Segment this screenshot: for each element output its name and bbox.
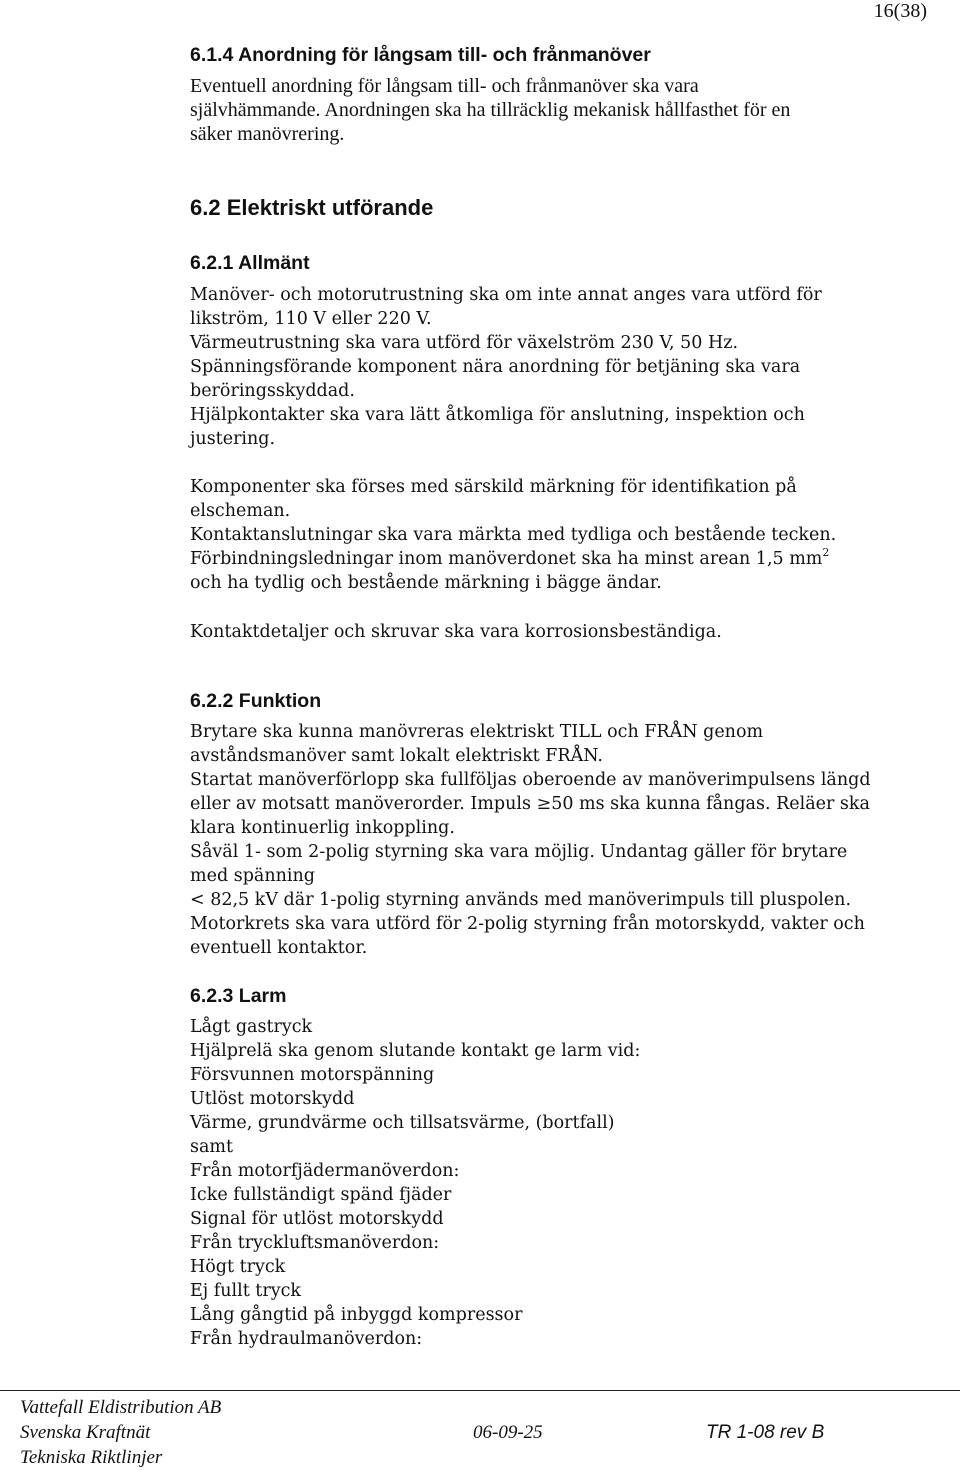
impulse-text-pre: eller av motsatt manöverorder. Impuls	[190, 794, 537, 814]
list-item: Värme, grundvärme och tillsatsvärme, (bortfall)	[190, 1113, 615, 1133]
list-item: Från motorfjädermanöverdon:	[190, 1161, 460, 1181]
text-line: och ha tydlig och bestående märkning i bägge ändar.	[190, 573, 662, 593]
text-line: beröringsskyddad.	[190, 381, 355, 401]
text-line: < 82,5 kV där 1-polig styrning används med manöverimpuls till pluspolen.	[190, 890, 852, 910]
list-item: Hjälprelä ska genom slutande kontakt ge larm vid:	[190, 1041, 641, 1061]
paragraph-6-2-1-b	[190, 475, 836, 595]
text-line: Spänningsförande komponent nära anordning för betjäning ska vara	[190, 357, 801, 377]
text-line: avståndsmanöver samt lokalt elektriskt FRÅN.	[190, 746, 603, 766]
list-item: Signal för utlöst motorskydd	[190, 1209, 444, 1229]
section-heading-6-2-1: 6.2.1 Allmänt	[190, 252, 310, 274]
list-item: Från tryckluftsmanöverdon:	[190, 1233, 440, 1253]
text-line: Hjälpkontakter ska vara lätt åtkomliga för anslutning, inspektion och	[190, 405, 805, 425]
text-line: Startat manöverförlopp ska fullföljas oberoende av manöverimpulsens längd	[190, 770, 871, 790]
text-line: Komponenter ska förses med särskild märkning för identifikation på	[190, 477, 797, 497]
impulse-text-post: 50 ms ska kunna fångas. Reläer ska	[551, 794, 870, 814]
greater-equal-symbol: ≥	[536, 794, 552, 814]
text-line: Värmeutrustning ska vara utförd för växelström 230 V, 50 Hz.	[190, 333, 739, 353]
list-item: samt	[190, 1137, 234, 1157]
list-item: Från hydraulmanöverdon:	[190, 1329, 423, 1349]
paragraph-6-2-1-c: Kontaktdetaljer och skruvar ska vara korrosionsbeständiga.	[190, 622, 722, 642]
paragraph-6-2-2	[190, 720, 871, 960]
text-line: med spänning	[190, 866, 315, 886]
list-item: Högt tryck	[190, 1257, 286, 1277]
text-line: klara kontinuerlig inkoppling.	[190, 818, 455, 838]
text-line: Såväl 1- som 2-polig styrning ska vara möjlig. Undantag gäller för brytare	[190, 842, 848, 862]
text-line: Motorkrets ska vara utförd för 2-polig styrning från motorskydd, vakter och	[190, 914, 865, 934]
list-item: Försvunnen motorspänning	[190, 1065, 435, 1085]
paragraph-6-2-1-a	[190, 283, 822, 451]
footer-divider	[0, 1390, 960, 1391]
paragraph-6-2-3	[190, 1015, 640, 1351]
footer-date: 06-09-25	[473, 1422, 543, 1443]
section-heading-6-2: 6.2 Elektriskt utförande	[190, 195, 434, 220]
section-heading-6-2-3: 6.2.3 Larm	[190, 985, 287, 1007]
text-line: säker manövrering.	[190, 123, 345, 145]
text-line: Kontaktanslutningar ska vara märkta med tydliga och bestående tecken.	[190, 525, 837, 545]
footer-company-3: Tekniska Riktlinjer	[20, 1447, 163, 1468]
text-line: Eventuell anordning för långsam till- och frånmanöver ska vara	[190, 75, 699, 97]
footer-doc-id: TR 1-08 rev B	[706, 1422, 825, 1443]
list-item: Lågt gastryck	[190, 1017, 313, 1037]
text-line: elscheman.	[190, 501, 291, 521]
text-line: Brytare ska kunna manövreras elektriskt TILL och FRÅN genom	[190, 722, 764, 742]
page-number: 16(38)	[873, 0, 927, 22]
text-line: eventuell kontaktor.	[190, 938, 368, 958]
text-line: justering.	[190, 429, 276, 449]
text-line: Manöver- och motorutrustning ska om inte annat anges vara utförd för	[190, 285, 822, 305]
list-item: Icke fullständigt spänd fjäder	[190, 1185, 452, 1205]
list-item: Ej fullt tryck	[190, 1281, 301, 1301]
section-heading-6-2-2: 6.2.2 Funktion	[190, 690, 322, 712]
text-line: självhämmande. Anordningen ska ha tillräcklig mekanisk hållfasthet för en	[190, 99, 791, 121]
section-heading-6-1-4: 6.1.4 Anordning för långsam till- och frånmanöver	[190, 44, 651, 66]
paragraph-6-1-4	[190, 74, 790, 146]
area-text: Förbindningsledningar inom manöverdonet ska ha minst arean 1,5 mm	[190, 549, 823, 569]
text-line	[190, 547, 836, 571]
list-item: Lång gångtid på inbyggd kompressor	[190, 1305, 523, 1325]
text-line: likström, 110 V eller 220 V.	[190, 309, 432, 329]
list-item: Utlöst motorskydd	[190, 1089, 355, 1109]
footer-company-1: Vattefall Eldistribution AB	[20, 1397, 222, 1418]
text-line	[190, 792, 871, 816]
footer-company-2: Svenska Kraftnät	[20, 1422, 151, 1443]
area-superscript: 2	[822, 546, 830, 559]
